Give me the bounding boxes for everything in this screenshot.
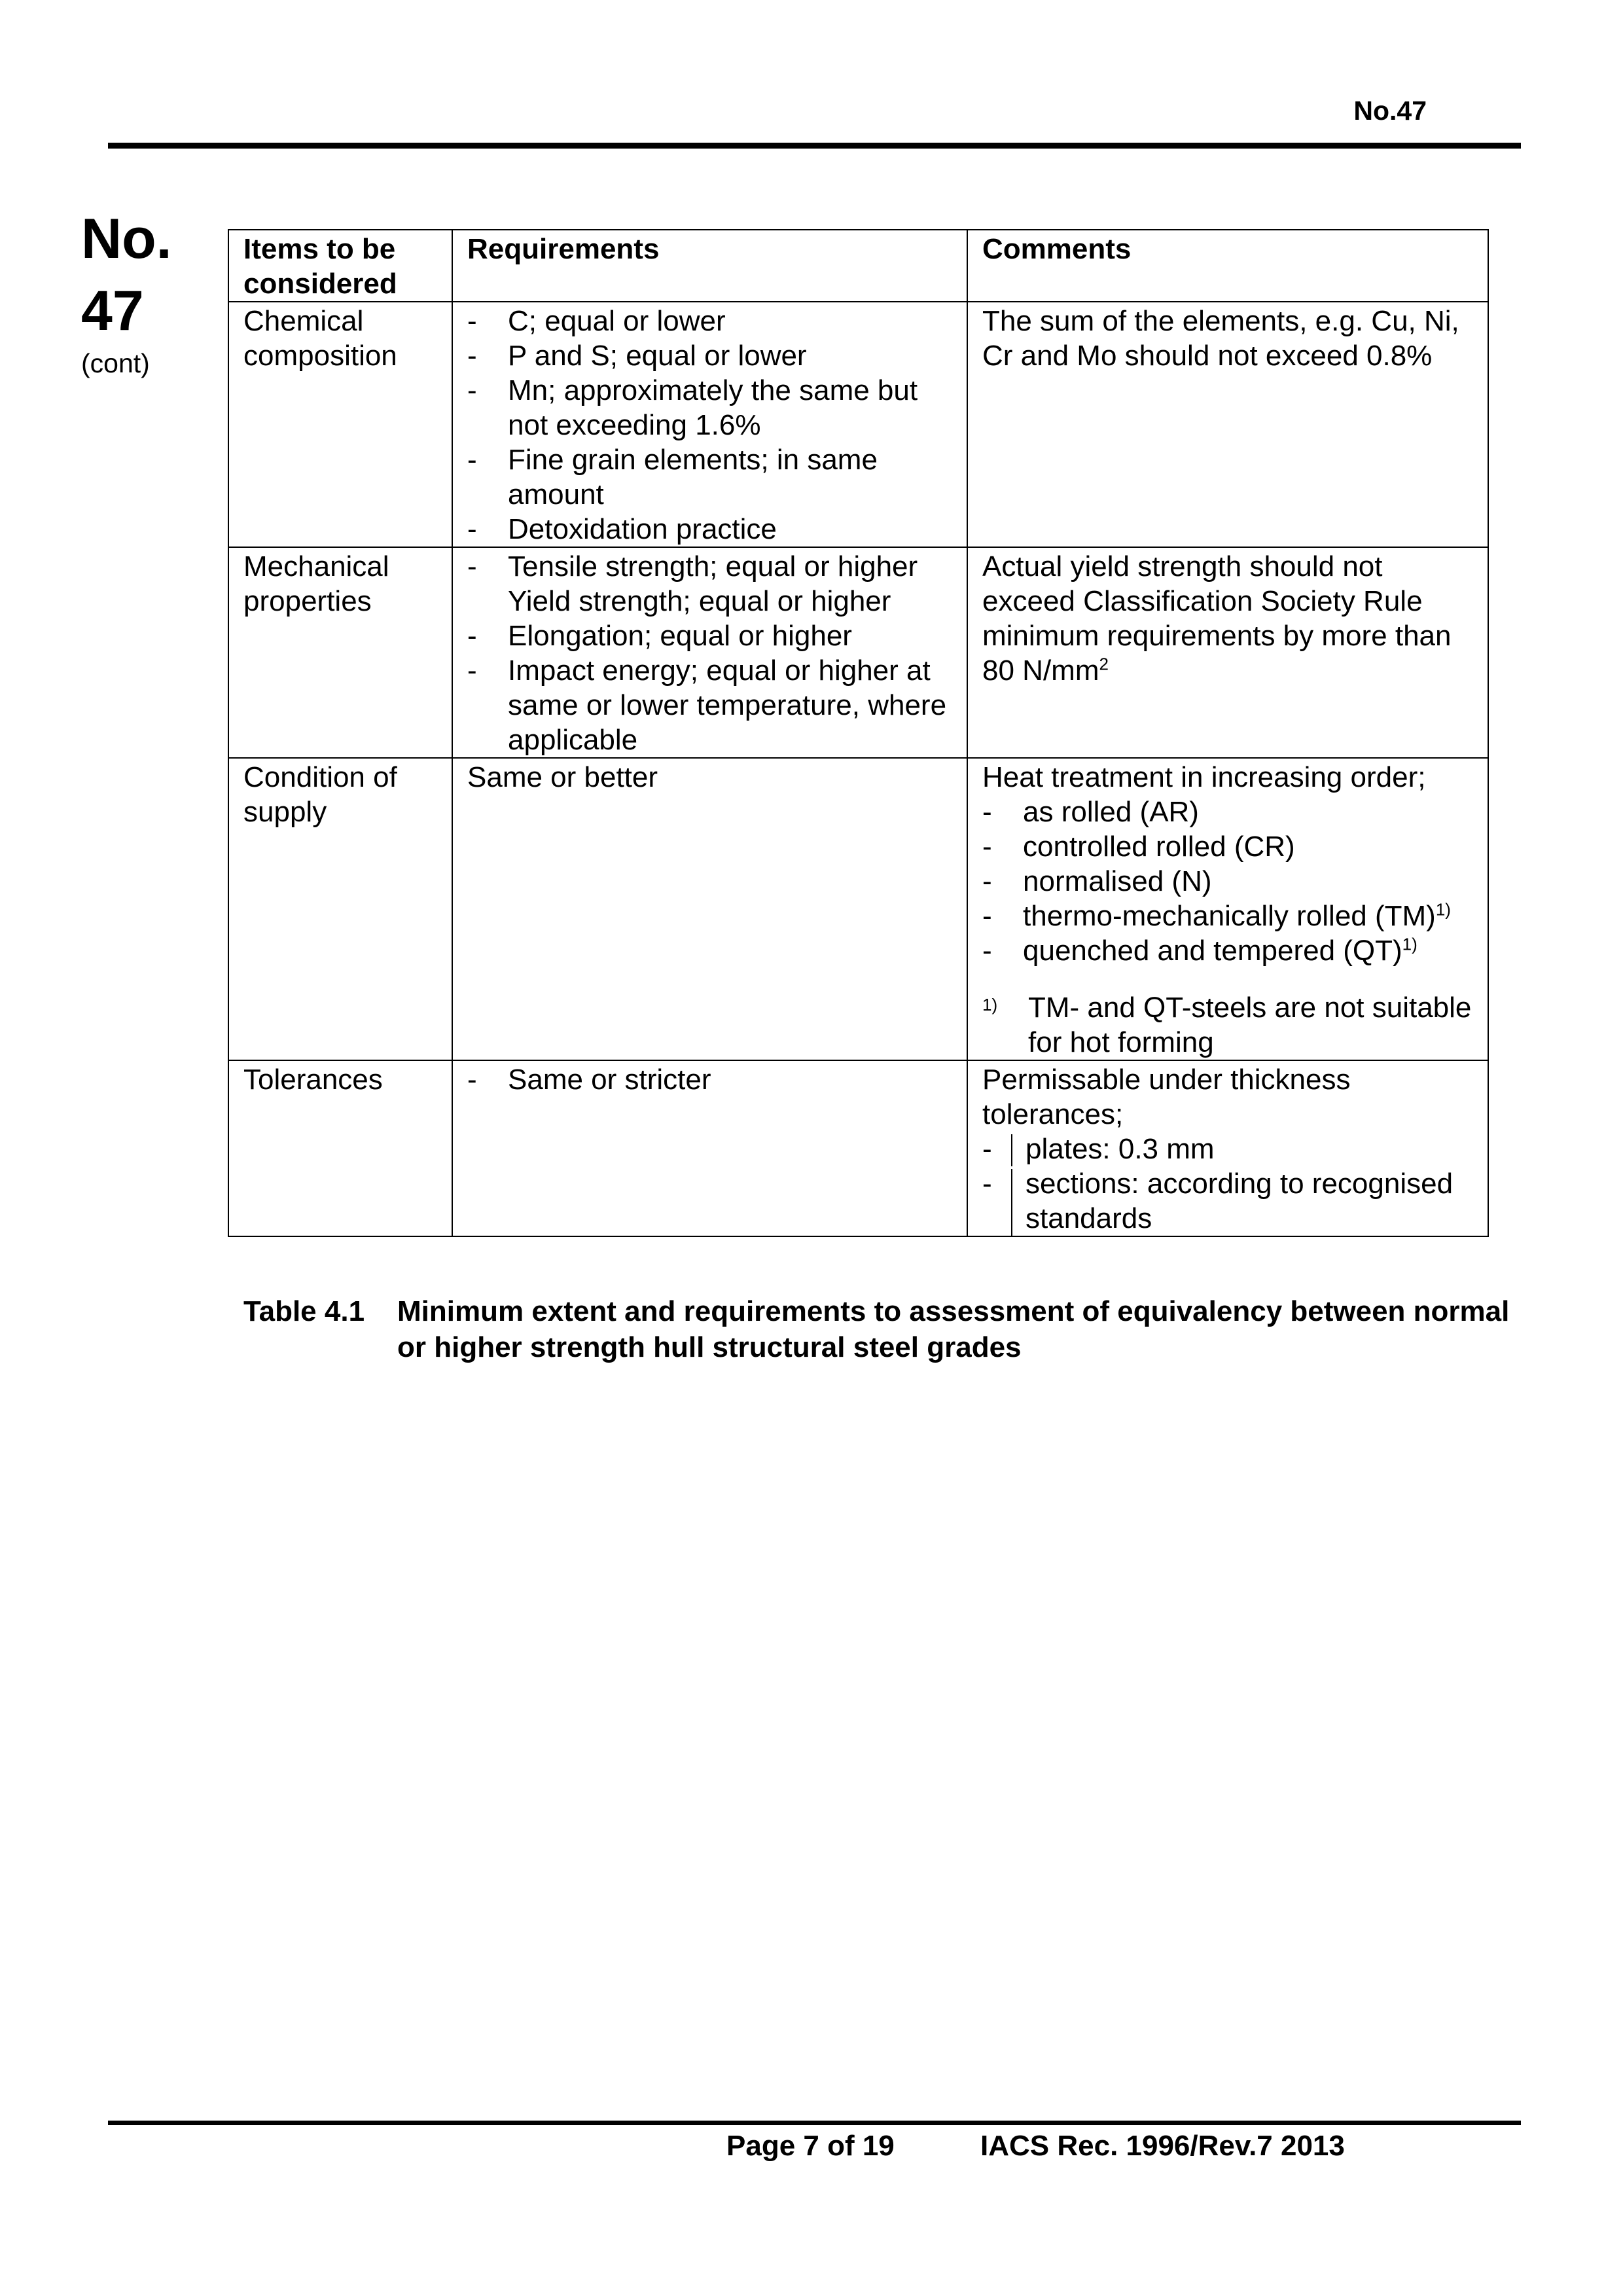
table-row <box>228 758 1488 1060</box>
list-item <box>982 933 1474 968</box>
row-requirements <box>452 547 967 758</box>
list-item: - Fine grain elements; in same amount <box>467 442 954 512</box>
list-item: - P and S; equal or lower <box>467 338 954 373</box>
list-item: - controlled rolled (CR) <box>982 829 1474 864</box>
footnote <box>982 990 1474 1060</box>
row-requirements <box>452 302 967 547</box>
list-item: - Same or stricter <box>467 1062 954 1097</box>
list-item-text: plates: 0.3 mm <box>1026 1133 1215 1165</box>
comment-superscript: 2 <box>1099 654 1109 674</box>
list-item: - Impact energy; equal or higher at same or lower temperature, where applicable <box>467 653 954 757</box>
row-requirement: Same or better <box>452 758 967 1060</box>
comment-text: Actual yield strength should not exceed Classification Society Rule minimum requirements by more than 80 N/mm <box>982 550 1452 687</box>
table-header-row <box>228 230 1488 302</box>
footer-page-number: Page 7 of 19 <box>726 2130 895 2162</box>
list-item: - as rolled (AR) <box>982 795 1474 829</box>
list-item: - normalised (N) <box>982 864 1474 899</box>
row-comment: The sum of the elements, e.g. Cu, Ni, Cr and Mo should not exceed 0.8% <box>967 302 1488 547</box>
caption-text: Minimum extent and requirements to assessment of equivalency between normal or higher strength hull structural steel grades <box>397 1295 1510 1363</box>
header-rule <box>108 143 1521 149</box>
table-caption <box>243 1293 1510 1365</box>
table-row <box>228 302 1488 547</box>
row-comment <box>967 547 1488 758</box>
row-item: Mechanical properties <box>228 547 452 758</box>
table-row <box>228 1060 1488 1236</box>
list-item <box>982 1132 1474 1166</box>
list-item-text: sections: according to recognised standards <box>1026 1168 1454 1234</box>
comment-intro: Heat treatment in increasing order; <box>982 761 1426 793</box>
list-item: Yield strength; equal or higher <box>508 585 891 617</box>
heat-treatment-list <box>982 795 1474 968</box>
row-requirements <box>452 1060 967 1236</box>
row-item: Chemical composition <box>228 302 452 547</box>
list-item-text: thermo-mechanically rolled (TM) <box>1023 900 1436 932</box>
list-item <box>982 899 1474 933</box>
header-requirements: Requirements <box>452 230 967 302</box>
footnote-mark: 1) <box>982 995 998 1014</box>
list-divider <box>1011 1169 1012 1236</box>
header-items: Items to be considered <box>228 230 452 302</box>
list-item: - C; equal or lower <box>467 304 954 338</box>
list-item: - Elongation; equal or higher <box>467 619 954 653</box>
row-item: Tolerances <box>228 1060 452 1236</box>
side-cont: (cont) <box>81 348 150 378</box>
row-item: Condition of supply <box>228 758 452 1060</box>
list-item: - Mn; approximately the same but not exceeding 1.6% <box>467 373 954 442</box>
side-no-line2: 47 <box>81 279 144 342</box>
list-item-text: quenched and tempered (QT) <box>1023 935 1402 967</box>
list-divider <box>1011 1134 1012 1166</box>
footnote-ref: 1) <box>1402 934 1418 954</box>
list-item: - Detoxidation practice <box>467 512 954 547</box>
requirements-table <box>228 229 1489 1237</box>
list-item <box>982 1166 1474 1236</box>
header-doc-number: No.47 <box>1353 96 1427 126</box>
comment-intro: Permissable under thickness tolerances; <box>982 1064 1351 1130</box>
row-comment <box>967 1060 1488 1236</box>
list-item: - Tensile strength; equal or higher <box>467 549 954 584</box>
footer-rule <box>108 2121 1521 2125</box>
side-label <box>81 203 172 380</box>
side-no-line1: No. <box>81 207 172 270</box>
caption-number: Table 4.1 <box>243 1295 365 1327</box>
row-comment <box>967 758 1488 1060</box>
table-row <box>228 547 1488 758</box>
footer-reference: IACS Rec. 1996/Rev.7 2013 <box>980 2130 1345 2162</box>
header-comments: Comments <box>967 230 1488 302</box>
tolerance-list <box>982 1132 1474 1236</box>
footnote-ref: 1) <box>1435 899 1451 920</box>
footnote-text: TM- and QT-steels are not suitable for hot forming <box>1028 992 1472 1058</box>
